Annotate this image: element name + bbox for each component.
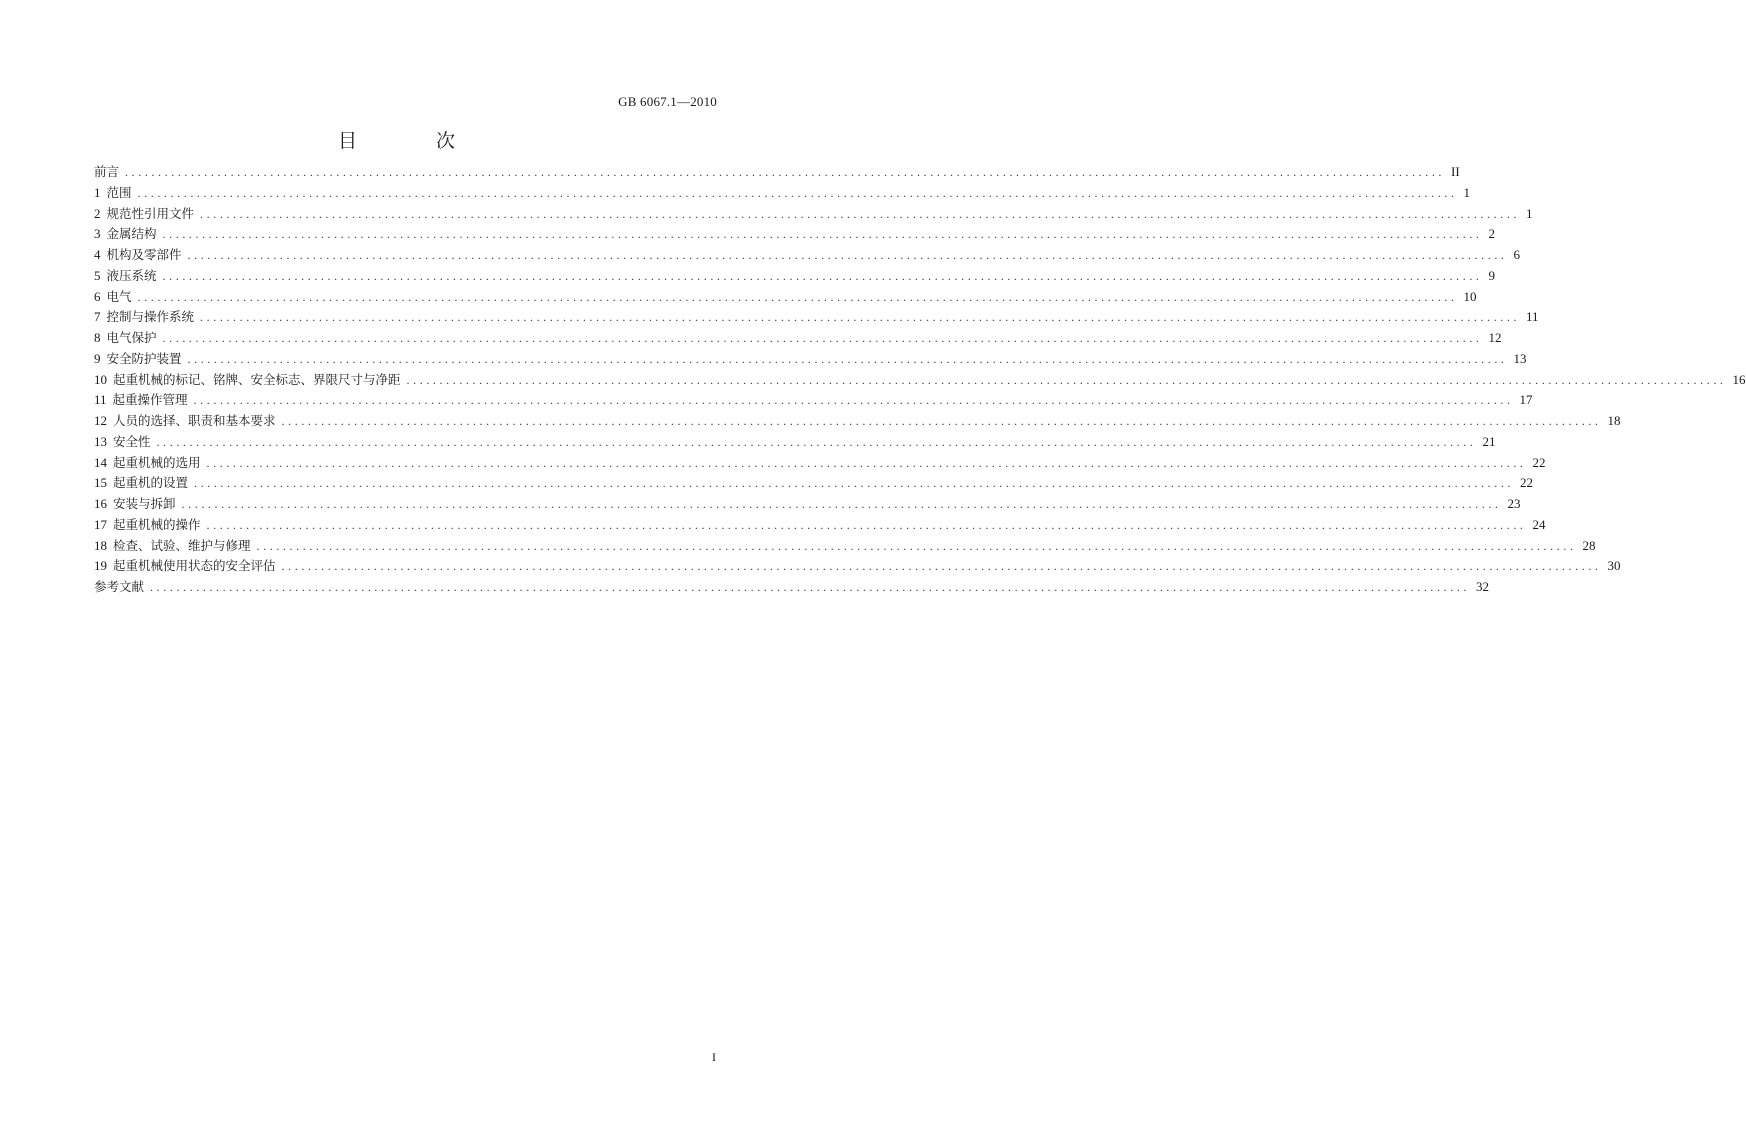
toc-entry-title <box>94 245 182 266</box>
dot-leader: ........................................................................................................................................................................................................ <box>281 559 1602 574</box>
dot-leader: ........................................................................................................................................................................................................ <box>206 455 1527 470</box>
toc-entry-page: 32 <box>1476 579 1490 594</box>
dot-leader: ........................................................................................................................................................................................................ <box>194 476 1515 491</box>
toc-entry-number: 12 <box>94 413 107 428</box>
dot-leader: ........................................................................................................................................................................................................ <box>162 268 1483 283</box>
toc-entry[interactable] <box>94 224 1496 245</box>
toc-entry-page: 1 <box>1526 205 1533 221</box>
toc-entry-label: 参考文献 <box>94 579 145 594</box>
toc-entry-number: 14 <box>94 454 107 470</box>
toc-entry-label: 起重机械使用状态的安全评估 <box>113 558 276 574</box>
toc-entry-title <box>94 183 132 204</box>
toc-entry-label: 规范性引用文件 <box>106 205 195 221</box>
toc-entry-label: 人员的选择、职责和基本要求 <box>113 413 276 428</box>
toc-entry[interactable] <box>94 349 1527 370</box>
toc-entry-page: 10 <box>1463 288 1477 304</box>
dot-leader: ........................................................................................................................................................................................................ <box>193 393 1514 408</box>
toc-entry-page: 1 <box>1463 184 1471 200</box>
toc-entry-page: 18 <box>1607 413 1621 428</box>
toc-entry-title <box>94 536 251 557</box>
toc-entry-label: 起重操作管理 <box>112 392 188 408</box>
toc-entry[interactable] <box>94 411 1621 432</box>
dot-leader: ........................................................................................................................................................................................................ <box>150 580 1471 594</box>
toc-entry[interactable] <box>94 473 1534 494</box>
dot-leader: ........................................................................................................................................................................................................ <box>137 289 1458 304</box>
toc-entry-number: 13 <box>94 433 107 449</box>
dot-leader: ........................................................................................................................................................................................................ <box>125 165 1446 179</box>
dot-leader: ........................................................................................................................................................................................................ <box>206 517 1527 532</box>
toc-entry-label: 安全性 <box>113 433 151 449</box>
dot-leader: ........................................................................................................................................................................................................ <box>187 351 1508 366</box>
toc-entry[interactable] <box>94 183 1471 204</box>
dot-leader: ........................................................................................................................................................................................................ <box>200 206 1521 221</box>
toc-entry-label: 前言 <box>94 164 120 179</box>
dot-leader: ........................................................................................................................................................................................................ <box>181 497 1502 511</box>
toc-entry-page: 24 <box>1532 516 1546 532</box>
dot-leader: ........................................................................................................................................................................................................ <box>200 310 1521 325</box>
toc-entry[interactable] <box>94 162 1460 183</box>
toc-entry-title <box>94 494 176 515</box>
toc-entry-number: 4 <box>94 247 101 262</box>
toc-entry[interactable] <box>94 515 1546 536</box>
toc-entry-page: 22 <box>1520 475 1534 491</box>
toc-entry-page: 13 <box>1513 350 1527 366</box>
toc-entry-title <box>94 370 401 391</box>
toc-entry-page: 2 <box>1488 226 1496 242</box>
toc-entry-title <box>94 390 188 411</box>
toc-entry-title <box>94 204 194 225</box>
toc-entry[interactable] <box>94 453 1546 474</box>
toc-entry-title <box>94 411 276 432</box>
toc-entry[interactable] <box>94 556 1621 577</box>
toc-entry-number: 7 <box>94 309 101 325</box>
table-of-contents <box>94 162 1746 598</box>
toc-entry-label: 机构及零部件 <box>106 247 182 262</box>
dot-leader: ........................................................................................................................................................................................................ <box>162 227 1483 242</box>
toc-entry-number: 11 <box>94 392 107 408</box>
toc-entry-page: 23 <box>1507 496 1521 511</box>
toc-entry-page: 22 <box>1532 454 1546 470</box>
toc-entry-title <box>94 432 151 453</box>
toc-entry-title <box>94 224 157 245</box>
toc-entry[interactable] <box>94 577 1490 598</box>
dot-leader: ........................................................................................................................................................................................................ <box>187 248 1508 262</box>
toc-entry[interactable] <box>94 432 1496 453</box>
toc-entry-label: 起重机的设置 <box>113 475 189 491</box>
toc-entry-page: 16 <box>1732 371 1746 387</box>
toc-entry-label: 起重机械的选用 <box>113 454 201 470</box>
toc-entry-title <box>94 577 144 598</box>
toc-entry-title <box>94 287 132 308</box>
toc-entry-number: 2 <box>94 205 101 221</box>
toc-entry[interactable] <box>94 494 1521 515</box>
toc-entry-title <box>94 266 157 287</box>
toc-entry-label: 电气保护 <box>106 330 157 345</box>
toc-entry-title <box>94 515 201 536</box>
toc-entry[interactable] <box>94 266 1496 287</box>
toc-entry-title <box>94 328 157 349</box>
toc-entry[interactable] <box>94 370 1746 391</box>
toc-entry-label: 金属结构 <box>106 226 157 242</box>
toc-entry-label: 检查、试验、维护与修理 <box>113 537 251 553</box>
toc-entry-number: 6 <box>94 288 101 304</box>
toc-entry[interactable] <box>94 328 1502 349</box>
toc-entry-page: 9 <box>1488 267 1496 283</box>
toc-entry-number: 16 <box>94 496 107 511</box>
toc-entry-title <box>94 556 276 577</box>
toc-entry-page: II <box>1451 164 1460 179</box>
toc-entry-title <box>94 307 194 328</box>
toc-entry-title <box>94 162 119 183</box>
toc-entry-page: 17 <box>1519 392 1533 408</box>
toc-entry-page: 11 <box>1526 309 1539 325</box>
toc-entry-number: 15 <box>94 475 107 491</box>
toc-entry[interactable] <box>94 536 1596 557</box>
toc-entry-label: 安全防护装置 <box>106 350 182 366</box>
toc-entry-number: 19 <box>94 558 107 574</box>
toc-entry-label: 安装与拆卸 <box>113 496 176 511</box>
toc-entry-number: 9 <box>94 350 101 366</box>
toc-entry-label: 范围 <box>106 184 132 200</box>
dot-leader: ........................................................................................................................................................................................................ <box>281 414 1602 428</box>
toc-entry-page: 6 <box>1513 247 1521 262</box>
toc-entry-label: 液压系统 <box>106 267 157 283</box>
toc-entry-page: 21 <box>1482 433 1496 449</box>
toc-entry-label: 控制与操作系统 <box>106 309 195 325</box>
toc-entry-title <box>94 453 201 474</box>
toc-entry[interactable] <box>94 204 1533 225</box>
standard-code: GB 6067.1—2010 <box>618 94 717 109</box>
toc-entry-title <box>94 349 182 370</box>
dot-leader: ........................................................................................................................................................................................................ <box>137 185 1458 200</box>
toc-entry-number: 5 <box>94 267 101 283</box>
toc-entry-number: 10 <box>94 371 107 387</box>
toc-entry-number: 18 <box>94 537 107 553</box>
toc-entry[interactable] <box>94 287 1477 308</box>
toc-entry-number: 3 <box>94 226 101 242</box>
toc-entry-label: 电气 <box>106 288 132 304</box>
dot-leader: ........................................................................................................................................................................................................ <box>162 331 1483 345</box>
toc-entry-number: 1 <box>94 184 101 200</box>
toc-entry-page: 28 <box>1582 537 1596 553</box>
dot-leader: ........................................................................................................................................................................................................ <box>256 538 1577 553</box>
toc-entry-number: 8 <box>94 330 101 345</box>
toc-entry[interactable] <box>94 390 1533 411</box>
toc-entry-page: 30 <box>1607 558 1621 574</box>
toc-entry[interactable] <box>94 307 1539 328</box>
dot-leader: ........................................................................................................................................................................................................ <box>406 372 1727 387</box>
toc-entry-label: 起重机械的标记、铭牌、安全标志、界限尺寸与净距 <box>113 371 401 387</box>
toc-entry-title <box>94 473 188 494</box>
toc-entry-label: 起重机械的操作 <box>113 516 201 532</box>
toc-entry-number: 17 <box>94 516 107 532</box>
dot-leader: ........................................................................................................................................................................................................ <box>156 434 1477 449</box>
toc-entry[interactable] <box>94 245 1521 266</box>
toc-entry-page: 12 <box>1488 330 1502 345</box>
page-title: 目 次 <box>337 130 485 152</box>
page-number: I <box>712 1050 716 1064</box>
